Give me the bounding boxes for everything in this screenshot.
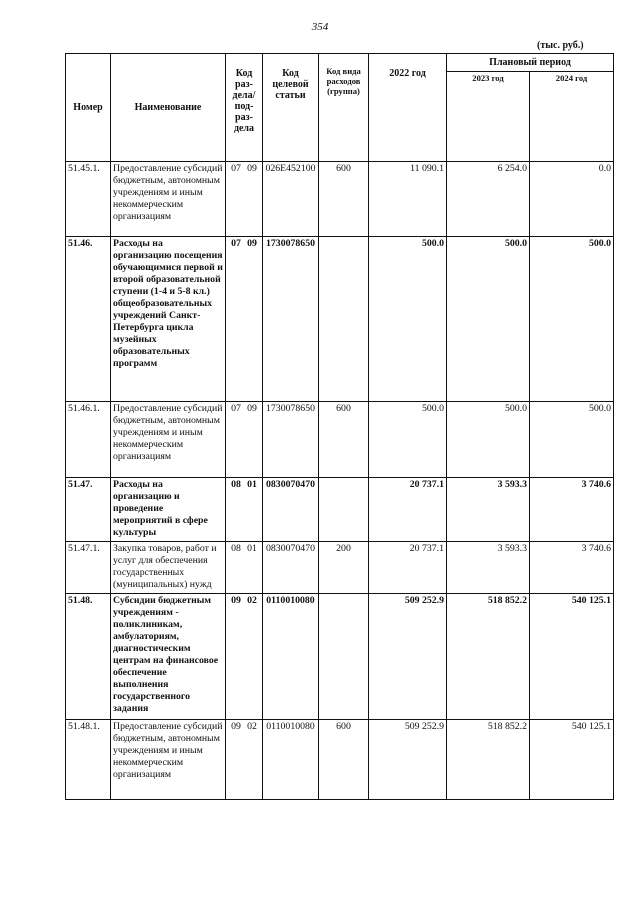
table-row	[66, 720, 614, 800]
header-name: Наименование	[111, 54, 226, 162]
subsection-code: 09	[247, 238, 257, 249]
row-target-code: 1730078650	[263, 402, 319, 478]
header-year-2024: 2024 год	[530, 72, 614, 162]
section-code: 09	[231, 721, 241, 732]
header-planned-period: Плановый период	[447, 54, 614, 72]
section-code: 08	[231, 479, 241, 490]
row-value-2024: 540 125.1	[530, 594, 614, 720]
subsection-code: 02	[247, 595, 257, 606]
page-number: 354	[311, 21, 329, 33]
subsection-code: 01	[247, 479, 257, 490]
table-row	[66, 237, 614, 402]
row-expense-code: 600	[319, 720, 369, 800]
row-section-code	[226, 542, 263, 594]
section-code: 07	[231, 163, 241, 174]
row-name: Предоставление субсидий бюджетным, автономным учреждениям и иным некоммерческим организациям	[111, 402, 226, 478]
row-value-2022: 20 737.1	[369, 542, 447, 594]
row-name: Расходы на организацию и проведение мероприятий в сфере культуры	[111, 478, 226, 542]
table-row	[66, 478, 614, 542]
row-target-code: 0830070470	[263, 478, 319, 542]
row-name: Предоставление субсидий бюджетным, автономным учреждениям и иным некоммерческим организациям	[111, 162, 226, 237]
row-section-code	[226, 720, 263, 800]
row-value-2022: 11 090.1	[369, 162, 447, 237]
row-number: 51.48.	[66, 594, 111, 720]
row-value-2023: 6 254.0	[447, 162, 530, 237]
header-year-2022: 2022 год	[369, 54, 447, 162]
row-value-2024: 540 125.1	[530, 720, 614, 800]
budget-table	[65, 53, 614, 800]
header-number: Номер	[66, 54, 111, 162]
row-value-2023: 3 593.3	[447, 542, 530, 594]
row-value-2024: 500.0	[530, 237, 614, 402]
subsection-code: 09	[247, 163, 257, 174]
row-value-2022: 20 737.1	[369, 478, 447, 542]
row-expense-code	[319, 237, 369, 402]
table-row	[66, 542, 614, 594]
row-number: 51.47.1.	[66, 542, 111, 594]
row-value-2024: 500.0	[530, 402, 614, 478]
section-code: 07	[231, 238, 241, 249]
row-number: 51.48.1.	[66, 720, 111, 800]
table-row	[66, 162, 614, 237]
row-value-2022: 500.0	[369, 237, 447, 402]
row-name: Закупка товаров, работ и услуг для обеспечения государственных (муниципальных) нужд	[111, 542, 226, 594]
row-target-code: 0830070470	[263, 542, 319, 594]
section-code: 07	[231, 403, 241, 414]
section-code: 09	[231, 595, 241, 606]
row-number: 51.46.	[66, 237, 111, 402]
units-label: (тыс. руб.)	[537, 40, 584, 51]
row-target-code: 1730078650	[263, 237, 319, 402]
subsection-code: 09	[247, 403, 257, 414]
row-target-code: 026Е452100	[263, 162, 319, 237]
row-name: Расходы на организацию посещения обучающимися первой и второй образовательной ступени (1-4 и 5-8 кл.) общеобразовательных учреждений Санкт-Петербурга цикла музейных образовательных программ	[111, 237, 226, 402]
row-value-2023: 3 593.3	[447, 478, 530, 542]
row-expense-code	[319, 478, 369, 542]
row-value-2024: 3 740.6	[530, 542, 614, 594]
row-number: 51.46.1.	[66, 402, 111, 478]
row-value-2023: 500.0	[447, 237, 530, 402]
table-row	[66, 402, 614, 478]
header-section-code: Код раз-дела/ под-раз-дела	[226, 54, 263, 162]
row-target-code: 0110010080	[263, 720, 319, 800]
row-section-code	[226, 594, 263, 720]
row-section-code	[226, 402, 263, 478]
row-target-code: 0110010080	[263, 594, 319, 720]
section-code: 08	[231, 543, 241, 554]
row-value-2023: 518 852.2	[447, 720, 530, 800]
row-number: 51.45.1.	[66, 162, 111, 237]
row-value-2022: 509 252.9	[369, 594, 447, 720]
row-expense-code: 600	[319, 162, 369, 237]
row-name: Предоставление субсидий бюджетным, автономным учреждениям и иным некоммерческим организациям	[111, 720, 226, 800]
row-value-2024: 3 740.6	[530, 478, 614, 542]
row-value-2023: 518 852.2	[447, 594, 530, 720]
header-target-code: Код целевой статьи	[263, 54, 319, 162]
row-expense-code	[319, 594, 369, 720]
row-number: 51.47.	[66, 478, 111, 542]
row-expense-code: 600	[319, 402, 369, 478]
row-section-code	[226, 237, 263, 402]
row-value-2022: 509 252.9	[369, 720, 447, 800]
header-year-2023: 2023 год	[447, 72, 530, 162]
row-section-code	[226, 162, 263, 237]
row-section-code	[226, 478, 263, 542]
row-name: Субсидии бюджетным учреждениям - поликлиникам, амбулаториям, диагностическим центрам на финансовое обеспечение выполнения государственного задания	[111, 594, 226, 720]
subsection-code: 01	[247, 543, 257, 554]
row-value-2022: 500.0	[369, 402, 447, 478]
row-value-2024: 0.0	[530, 162, 614, 237]
header-expense-code: Код вида расходов (группа)	[319, 54, 369, 162]
row-expense-code: 200	[319, 542, 369, 594]
table-row	[66, 594, 614, 720]
subsection-code: 02	[247, 721, 257, 732]
row-value-2023: 500.0	[447, 402, 530, 478]
